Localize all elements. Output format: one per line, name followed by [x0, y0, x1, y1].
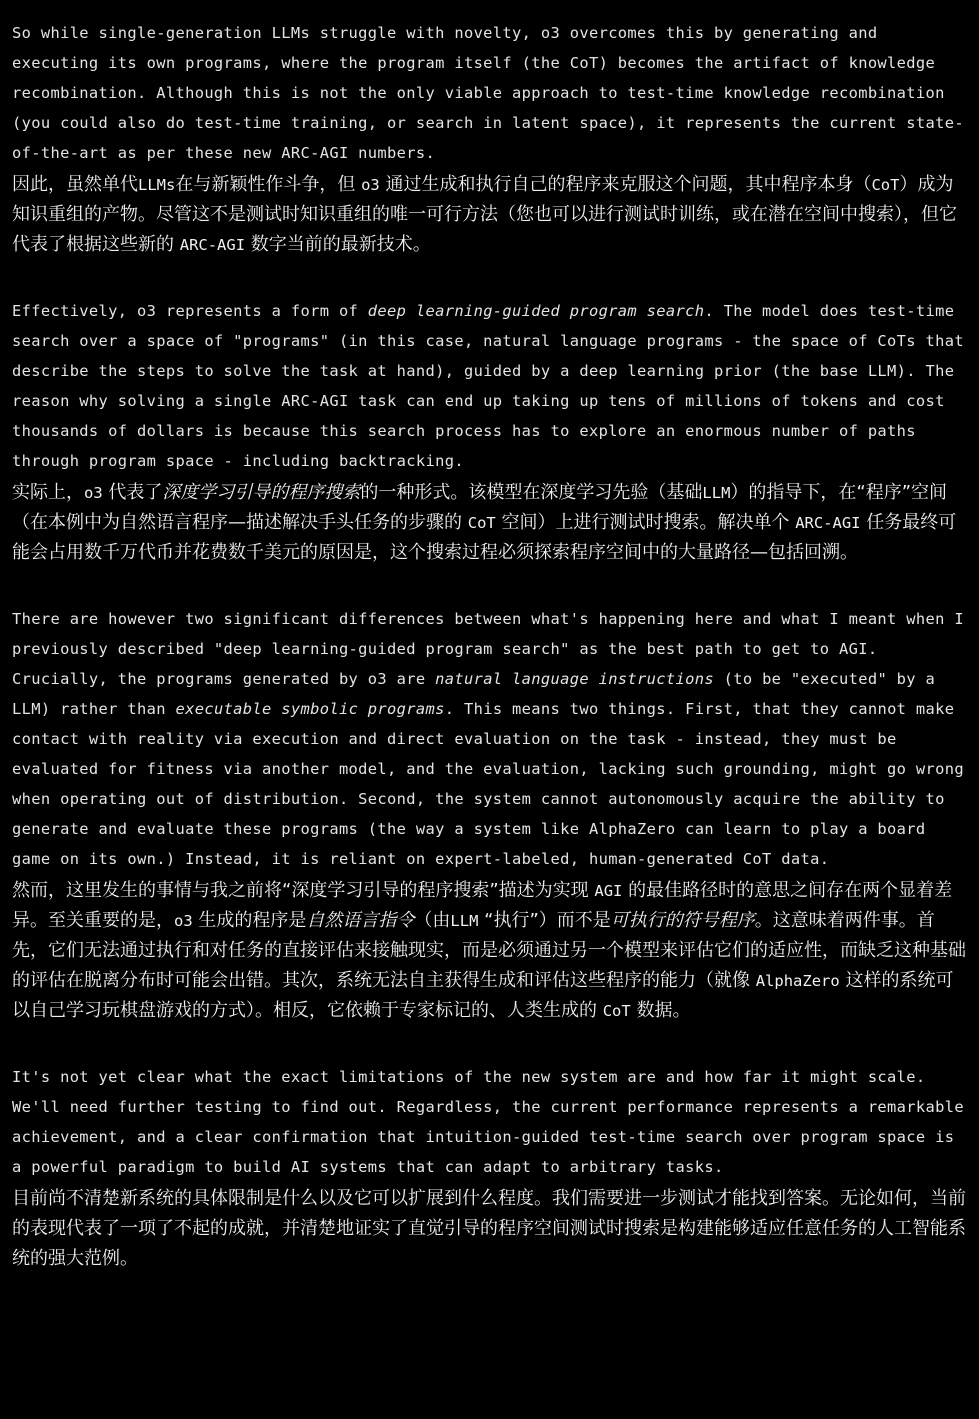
text-span: 。这意味着两件事。首先，它们无法通过执行和对任务的直接评估来接触现实，而是必须通过另一个模型来评估它们的适应性，而缺乏这种基础的评估在脱离分布时可能会出错。其次，系统无法自主获得生成和评估这些程序的能力（就像: [12, 910, 966, 991]
paragraph-en-4: [12, 1062, 967, 1182]
text-span: 的最佳路径时的意思之间存在两个显着差异。至关重要的是，: [12, 880, 953, 931]
text-span: Effectively, o3 represents a form of: [12, 302, 368, 320]
text-span: 通过生成和执行自己的程序来克服这个问题，其中程序本身（: [379, 174, 872, 195]
text-span: 实际上，: [12, 482, 84, 503]
code-term: LLM: [702, 484, 731, 502]
text-span: （由: [414, 910, 451, 931]
code-term: o3: [84, 484, 103, 502]
emphasis-text: 自然语言指令: [306, 910, 415, 931]
code-term: LLMs: [138, 176, 176, 194]
text-span: 的一种形式。该模型在深度学习先验（基础: [360, 482, 703, 503]
text-span: 数据。: [630, 1000, 691, 1021]
paragraph-zh-2: [12, 478, 967, 568]
emphasis-text: executable symbolic programs: [175, 700, 445, 718]
code-term: o3: [361, 176, 380, 194]
text-span: . This means two things. First, that they cannot make contact with reality via execution and direct evaluation on the task - instead, they must be evaluated for fitness via another model, and the evaluation, lacking such grounding, might go wrong when operating out of distribution. Second, the system cannot autonomously acquire the ability to generate and evaluate these programs (the way a system like AlphaZero can learn to play a board game on its own.) Instead, it is reliant on expert-labeled, human-generated CoT data.: [12, 700, 964, 868]
text-span: So while single-generation LLMs struggle with novelty, o3 overcomes this by generating and executing its own programs, where the program itself (the CoT) becomes the artifact of knowledge recombination. Although this is not the only viable approach to test-time knowledge recombination (you could also do test-time training, or search in latent space), it represents the current state-of-the-art as per these new ARC-AGI numbers.: [12, 24, 964, 162]
code-term: AGI: [594, 882, 623, 900]
text-span: “执行”）而不是: [478, 910, 611, 931]
paragraph-zh-1: [12, 170, 967, 260]
text-span: It's not yet clear what the exact limitations of the new system are and how far it might scale. We'll need further testing to find out. Regardless, the current performance represents a remarkable achievement, and a clear confirmation that intuition-guided test-time search over program space is a powerful paradigm to build AI systems that can adapt to arbitrary tasks.: [12, 1068, 964, 1176]
text-span: There are however two significant differences between what's happening here and what I meant when I previously described "deep learning-guided program search" as the best path to get to AGI. Crucially, the programs generated by o3 are: [12, 610, 964, 688]
emphasis-text: natural language instructions: [435, 670, 714, 688]
code-term: CoT: [467, 514, 496, 532]
paragraph-en-3: [12, 604, 967, 874]
code-term: ARC-AGI: [179, 236, 246, 254]
text-span: 然而，这里发生的事情与我之前将“深度学习引导的程序搜索”描述为实现: [12, 880, 595, 901]
article-body: [12, 18, 967, 1274]
text-span: 代表了: [102, 482, 163, 503]
code-term: LLM: [450, 912, 479, 930]
text-span: 因此，虽然单代: [12, 174, 138, 195]
paragraph-zh-3: [12, 876, 967, 1026]
text-span: ）的指导下，在“程序”空间（在本例中为自然语言程序—描述解决手头任务的步骤的: [12, 482, 948, 533]
text-span: . The model does test-time search over a space of "programs" (in this case, natural language programs - the space of CoTs that describe the steps to solve the task at hand), guided by a deep learning prior (the base LLM). The reason why solving a single ARC-AGI task can end up taking up tens of millions of tokens and cost thousands of dollars is because this search process has to explore an enormous number of paths through program space - including backtracking.: [12, 302, 964, 470]
text-span: 这样的系统可以自己学习玩棋盘游戏的方式）。相反，它依赖于专家标记的、人类生成的: [12, 970, 954, 1021]
paragraph-en-1: [12, 18, 967, 168]
text-span: 任务最终可能会占用数千万代币并花费数千美元的原因是，这个搜索过程必须探索程序空间中的大量路径—包括回溯。: [12, 512, 957, 563]
emphasis-text: 深度学习引导的程序搜索: [162, 482, 361, 503]
emphasis-text: 可执行的符号程序: [610, 910, 755, 931]
emphasis-text: deep learning-guided program search: [367, 302, 705, 320]
code-term: o3: [174, 912, 193, 930]
text-span: ）成为知识重组的产物。尽管这不是测试时知识重组的唯一可行方法（您也可以进行测试时训练，或在潜在空间中搜索），但它代表了根据这些新的: [12, 174, 957, 255]
code-term: CoT: [602, 1002, 631, 1020]
code-term: AlphaZero: [755, 972, 840, 990]
paragraph-en-2: [12, 296, 967, 476]
paragraph-zh-4: [12, 1184, 967, 1274]
code-term: CoT: [871, 176, 900, 194]
code-term: ARC-AGI: [795, 514, 861, 532]
text-span: (to be "executed" by a LLM) rather than: [12, 670, 936, 718]
text-span: 空间）上进行测试时搜索。解决单个: [495, 512, 796, 533]
text-span: 生成的程序是: [192, 910, 307, 931]
text-span: 数字当前的最新技术。: [245, 234, 431, 255]
text-span: 在与新颖性作斗争，但: [175, 174, 362, 195]
text-span: 目前尚不清楚新系统的具体限制是什么以及它可以扩展到什么程度。我们需要进一步测试才能找到答案。无论如何，当前的表现代表了一项了不起的成就，并清楚地证实了直觉引导的程序空间测试时搜索是构建能够适应任意任务的人工智能系统的强大范例。: [12, 1188, 966, 1269]
